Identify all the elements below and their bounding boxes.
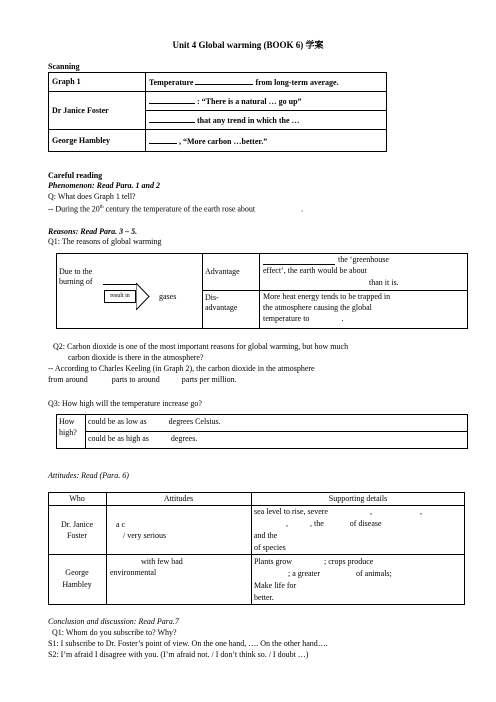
advantage-label: Advantage — [205, 267, 240, 276]
disadvantage-label1: Dis- — [205, 293, 219, 302]
scanning-heading: Scanning — [48, 62, 80, 71]
dis-text3-main: temperature to — [263, 314, 310, 323]
attitudes-heading: Attitudes: Read (Para. 6) — [48, 471, 129, 480]
scanning-graph1-cell — [146, 73, 387, 92]
scanning-label-hambley: George Hambley — [49, 130, 146, 152]
q2-line2: carbon dioxide is there in the atmosphere? — [68, 353, 204, 362]
scanning-foster-line2-text: that any trend in which the … — [197, 116, 300, 125]
divider — [202, 290, 468, 291]
blank[interactable] — [149, 114, 195, 123]
q3-label1: How — [59, 417, 75, 426]
hambley-sup2a: ; a greater — [288, 569, 320, 578]
foster-sup2 — [254, 519, 382, 529]
hambley-sup1 — [254, 557, 373, 567]
q2-line4 — [48, 375, 237, 385]
scanning-graph1-post: from long-term average. — [255, 78, 339, 87]
q2-line1: Q2: Carbon dioxide is one of the most important reasons for global warming, but how much — [53, 342, 349, 351]
divider — [202, 253, 203, 329]
phenomenon-heading: Phenomenon: Read Para. 1 and 2 — [48, 181, 161, 190]
foster-sup1b: , — [369, 507, 372, 516]
dis-text2: the atmosphere causing the global — [263, 303, 372, 312]
conclusion-q1: Q1: Whom do you subscribe to? Why? — [52, 628, 177, 637]
foster-name1: Dr. Janice — [61, 520, 93, 529]
dis-text3 — [263, 314, 343, 324]
hambley-name2: Hambley — [62, 580, 92, 589]
hambley-sup4: better. — [254, 593, 274, 602]
scanning-hambley-text: , “More carbon …better.” — [179, 136, 268, 146]
hambley-name1: George — [65, 568, 89, 577]
page-title: Unit 4 Global warming (BOOK 6) 学案 — [172, 40, 324, 50]
col-supporting: Supporting details — [328, 494, 388, 503]
foster-att1: a c — [116, 520, 126, 529]
hambley-sup2 — [254, 569, 392, 579]
hambley-att2: environmental — [110, 568, 157, 577]
foster-name2: Foster — [67, 531, 87, 540]
foster-att2: / very serious — [123, 531, 167, 540]
divider — [85, 431, 468, 432]
blank[interactable] — [263, 264, 335, 265]
scanning-graph1-pre: Temperature — [149, 78, 194, 87]
scanning-foster-line2 — [146, 111, 387, 130]
hambley-sup1a: Plants grow — [254, 557, 292, 566]
dis-text1: More heat energy tends to be trapped in — [263, 292, 391, 301]
q3-label2: high? — [59, 428, 77, 437]
disadvantage-label2: advantage — [205, 303, 238, 312]
foster-sup1 — [254, 507, 422, 517]
careful-answer — [48, 203, 303, 215]
adv-text3: than it is. — [369, 278, 399, 287]
arrow-right-icon — [136, 283, 150, 310]
q2-line4-b: parts to around — [111, 375, 160, 384]
careful-heading: Careful reading — [48, 171, 103, 180]
reasons-heading: Reasons: Read Para. 3 – 5. — [48, 227, 138, 236]
q3-row1-b: degrees Celsius. — [168, 417, 221, 426]
col-who: Who — [69, 494, 85, 503]
q3-row1 — [88, 417, 221, 427]
dis-text3-end: . — [341, 314, 344, 323]
scanning-label-graph1: Graph 1 — [49, 73, 146, 92]
blank[interactable] — [149, 135, 177, 144]
foster-sup4: of species — [254, 543, 286, 552]
scanning-label-foster: Dr Janice Foster — [49, 92, 146, 130]
q2-line3: -- According to Charles Keeling (in Graph 2), the carbon dioxide in the atmosphere — [48, 364, 315, 373]
conclusion-heading: Conclusion and discussion: Read Para.7 — [48, 617, 179, 626]
foster-sup3: and the — [254, 531, 278, 540]
careful-answer-pre: -- During the 20 — [48, 204, 100, 214]
blank[interactable] — [103, 284, 137, 285]
careful-question: Q: What does Graph 1 tell? — [48, 192, 136, 201]
divider — [259, 253, 260, 329]
col-attitudes: Attitudes — [163, 494, 194, 503]
careful-answer-sup: th — [99, 205, 104, 210]
divider — [48, 505, 465, 506]
conclusion-s1: S1: I subscribe to Dr. Foster’s point of view. On the one hand, …. On the other hand…. — [48, 639, 328, 648]
foster-sup1c: , — [419, 507, 422, 516]
foster-sup2a: , — [286, 519, 288, 528]
careful-answer-post: century the temperature of the earth rose about — [103, 204, 256, 214]
hambley-att1: with few bad — [141, 557, 183, 566]
gases-label: gases — [159, 292, 177, 301]
hambley-sup3: Make life for — [254, 581, 297, 590]
divider — [48, 554, 465, 555]
scanning-table — [48, 72, 387, 152]
q3-question: Q3: How high will the temperature increase go? — [48, 399, 202, 408]
foster-sup1a: sea level to rise, severe — [254, 507, 328, 516]
q3-row2-b: degrees. — [170, 434, 198, 443]
divider — [251, 492, 252, 605]
reasons-q1: Q1: The reasons of global warming — [48, 237, 162, 246]
adv-text2: effect’, the earth would be about — [263, 266, 367, 275]
q2-line4-c: parts per million. — [181, 375, 237, 384]
burning-of-label: burning of — [59, 277, 93, 286]
result-in-arrow-box: result in — [104, 290, 136, 303]
q3-row1-a: could be as low as — [88, 417, 147, 426]
scanning-foster-line1-text: : “There is a natural … go up” — [197, 97, 302, 106]
due-to-label: Due to the — [59, 267, 93, 276]
foster-sup2c: of disease — [349, 519, 382, 528]
scanning-hambley-cell — [146, 130, 387, 152]
blank[interactable] — [149, 95, 195, 104]
blank[interactable] — [195, 76, 253, 85]
divider — [106, 492, 107, 605]
q3-row2-a: could be as high as — [88, 434, 149, 443]
foster-sup2b: , the — [310, 519, 324, 528]
hambley-sup2b: of animals; — [355, 569, 392, 578]
careful-answer-end: . — [301, 204, 304, 214]
adv-text1: the ‘greenhouse — [338, 255, 389, 264]
q3-row2 — [88, 434, 197, 444]
hambley-sup1b: ; crops produce — [324, 557, 374, 566]
q2-line4-a: from around — [48, 375, 88, 384]
conclusion-s2: S2: I’m afraid I disagree with you. (I’m afraid not. / I don’t think so. / I doubt …) — [48, 650, 309, 659]
scanning-foster-line1 — [146, 92, 387, 111]
